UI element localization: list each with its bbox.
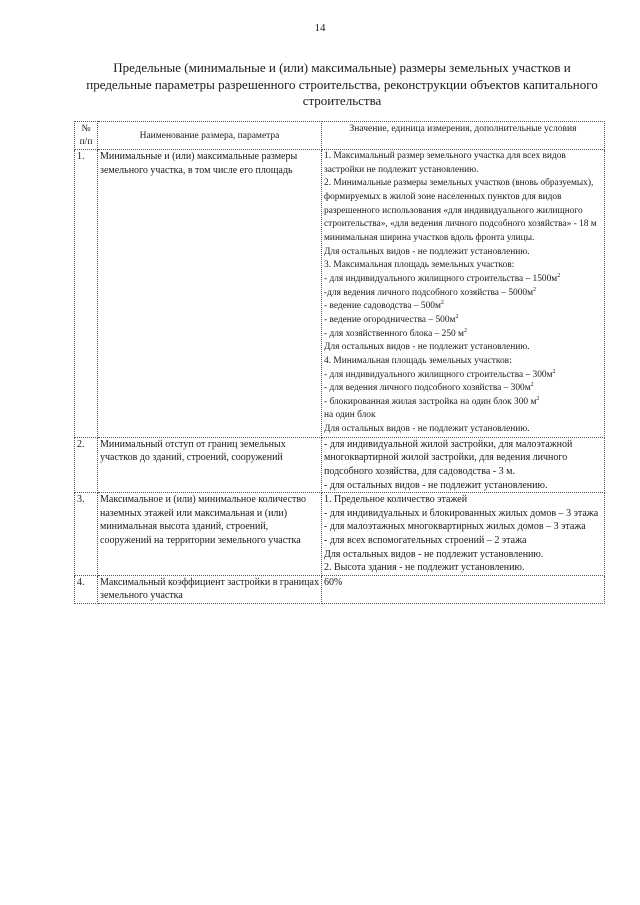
value-line: 60% xyxy=(324,576,343,588)
value-line-wrap xyxy=(324,396,602,410)
table-row xyxy=(75,150,605,438)
value-line: 3. Максимальная площадь земельных участков: xyxy=(324,260,515,271)
value-line: Для остальных видов - не подлежит установлению. xyxy=(324,548,544,560)
superscript: 2 xyxy=(455,313,459,320)
row-value xyxy=(322,437,605,492)
row-name: Максимальное и (или) минимальное количество наземных этажей или максимальная и (или) минимальная высота зданий, строений, сооружений на территории земельного участка xyxy=(98,493,322,576)
value-line: - для индивидуальных и блокированных жилых домов – 3 этажа xyxy=(324,507,599,519)
value-line: Для остальных видов - не подлежит установлению. xyxy=(324,424,530,435)
value-line: - для остальных видов - не подлежит установлению. xyxy=(324,479,548,491)
value-line: Для остальных видов - не подлежит установлению. xyxy=(324,246,530,257)
superscript: 2 xyxy=(536,395,540,402)
value-line: - ведение огородничества – 500м xyxy=(324,314,456,325)
value-line-wrap xyxy=(324,300,602,314)
value-line: 2. Минимальные размеры земельных участков (вновь образуемых), формируемых в жилой зоне населенных пунктов для видов разрешенного использования «для индивидуального жилищного строительства», «для ведения личного подсобного хозяйства» - 18 м минимальная ширина участков вдоль фронта улицы. xyxy=(324,178,597,243)
value-line: - для малоэтажных многоквартирных жилых домов – 3 этажа xyxy=(324,521,586,533)
table-row xyxy=(75,575,605,603)
value-line-wrap xyxy=(324,328,602,342)
value-line: 1. Предельное количество этажей xyxy=(324,494,468,506)
value-line-wrap xyxy=(324,369,602,383)
value-line: -для ведения личного подсобного хозяйства – 5000м xyxy=(324,287,534,298)
row-num: 3. xyxy=(75,493,98,576)
header-num: № п/п xyxy=(75,122,98,150)
table-row xyxy=(75,493,605,576)
table-row xyxy=(75,437,605,492)
value-line-wrap xyxy=(324,273,602,287)
header-value: Значение, единица измерения, дополнительные условия xyxy=(322,122,605,150)
value-line: на один блок xyxy=(324,410,376,421)
header-name: Наименование размера, параметра xyxy=(98,122,322,150)
row-value xyxy=(322,150,605,438)
superscript: 2 xyxy=(533,286,537,293)
superscript: 2 xyxy=(557,272,561,279)
row-num: 4. xyxy=(75,575,98,603)
document-title: Предельные (минимальные и (или) максимальные) размеры земельных участков и предельные параметры разрешенного строительства, реконструкции объектов капитального строительства xyxy=(86,60,598,108)
value-line: - для индивидуальной жилой застройки, для малоэтажной многоквартирной жилой застройки, для ведения личного подсобного хозяйства, для садоводства - 3 м. xyxy=(324,438,573,477)
superscript: 2 xyxy=(552,368,556,375)
value-line: - для хозяйственного блока – 250 м xyxy=(324,328,464,339)
value-line: - блокированная жилая застройка на один блок 300 м xyxy=(324,396,537,407)
value-line: - для всех вспомогательных строений – 2 этажа xyxy=(324,534,527,546)
row-name: Минимальный отступ от границ земельных участков до зданий, строений, сооружений xyxy=(98,437,322,492)
row-name: Минимальные и (или) максимальные размеры земельного участка, в том числе его площадь xyxy=(98,150,322,438)
row-value xyxy=(322,493,605,576)
value-line-wrap xyxy=(324,287,602,301)
value-line-wrap xyxy=(324,314,602,328)
superscript: 2 xyxy=(530,382,534,389)
row-num: 1. xyxy=(75,150,98,438)
superscript: 2 xyxy=(463,327,467,334)
value-line-wrap xyxy=(324,382,602,396)
value-line: 2. Высота здания - не подлежит установлению. xyxy=(324,562,525,574)
row-num: 2. xyxy=(75,437,98,492)
value-line: Для остальных видов - не подлежит установлению. xyxy=(324,342,530,353)
page-number: 14 xyxy=(314,22,326,34)
value-line: - ведение садоводства – 500м xyxy=(324,301,441,312)
parameters-table xyxy=(74,121,605,604)
value-line: - для индивидуального жилищного строительства – 1500м xyxy=(324,273,558,284)
value-line: 4. Минимальная площадь земельных участков: xyxy=(324,355,512,366)
row-name: Максимальный коэффициент застройки в границах земельного участка xyxy=(98,575,322,603)
value-line: 1. Максимальный размер земельного участка для всех видов застройки не подлежит установлению. xyxy=(324,151,566,175)
value-line: - для индивидуального жилищного строительства – 300м xyxy=(324,369,553,380)
row-value xyxy=(322,575,605,603)
value-line: - для ведения личного подсобного хозяйства – 300м xyxy=(324,383,531,394)
table-header-row xyxy=(75,122,605,150)
superscript: 2 xyxy=(440,300,444,307)
